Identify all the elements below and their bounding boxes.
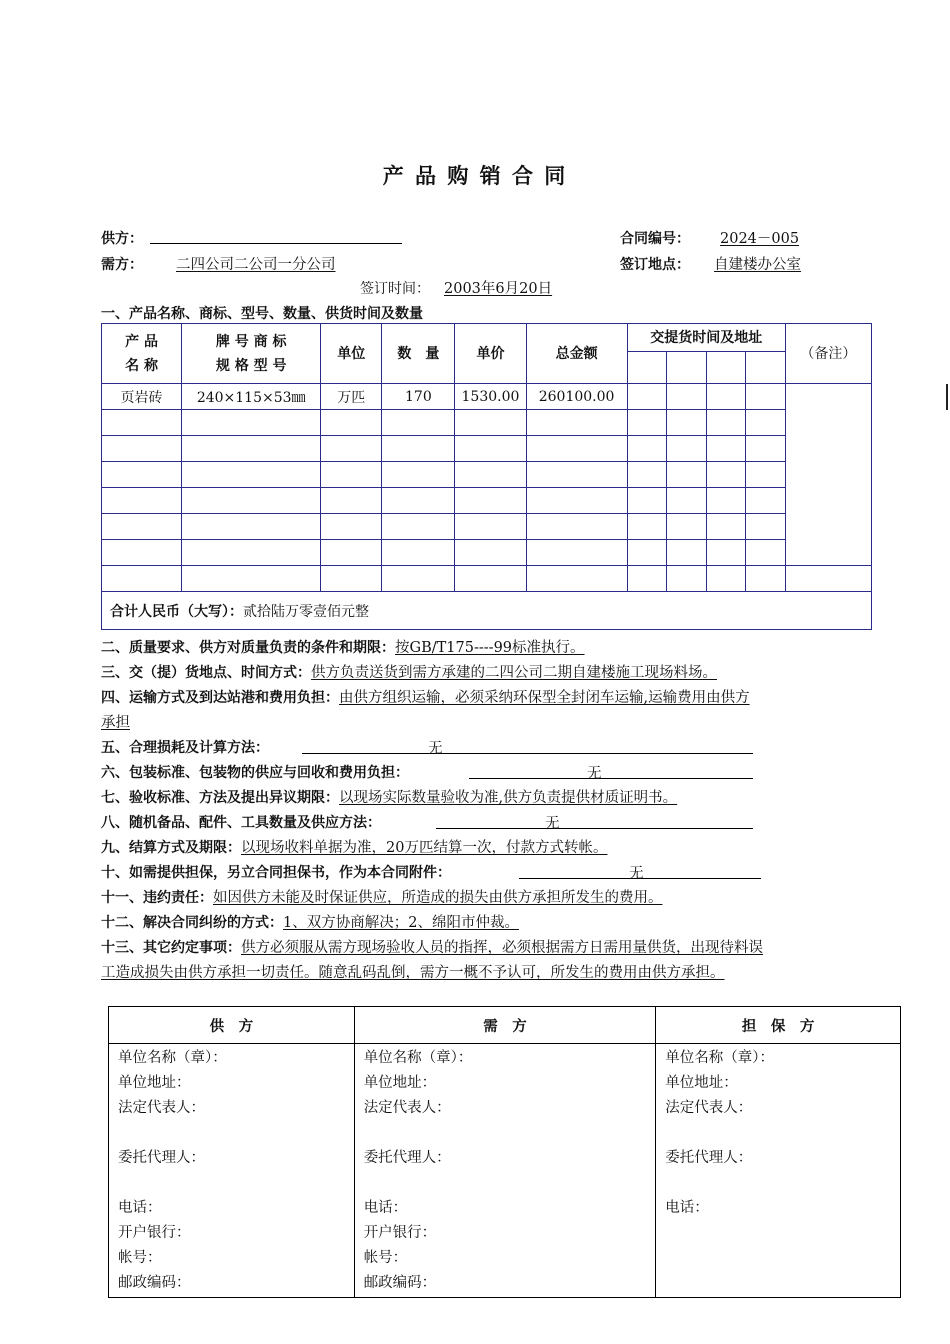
table-row	[102, 462, 872, 488]
clause-value-cont: 承担	[101, 715, 130, 731]
row-cell	[745, 384, 785, 410]
row-total: 260100.00	[526, 384, 627, 410]
clause-4-cont	[101, 711, 881, 736]
clause-value: 以现场收料单据为准，20万匹结算一次，付款方式转帐。	[241, 840, 608, 856]
row-cell	[666, 384, 706, 410]
sign-time-label: 签订时间：	[360, 281, 430, 297]
total-cell	[102, 592, 872, 630]
contract-no-value: 2024－005	[720, 231, 800, 247]
unit-address-label: 单位地址：	[665, 1075, 738, 1091]
buyer-value: 二四公司二公司一分公司	[176, 257, 336, 273]
table-row	[102, 436, 872, 462]
row-price: 1530.00	[455, 384, 526, 410]
agent-label: 委托代理人：	[363, 1150, 451, 1166]
delivery-subcell	[745, 352, 785, 384]
clause-13	[101, 936, 881, 961]
signature-table	[108, 1006, 901, 1298]
table-row	[102, 540, 872, 566]
phone-label: 电话：	[118, 1200, 162, 1216]
col-supplier-header: 供 方	[109, 1007, 355, 1044]
clause-12	[101, 911, 881, 936]
header-spec	[182, 324, 321, 384]
clause-value: 如因供方未能及时保证供应，所造成的损失由供方承担所发生的费用。	[213, 890, 663, 906]
clause-2	[101, 636, 881, 661]
clause-label: 十二、解决合同纠纷的方式：	[101, 915, 283, 931]
delivery-subcell	[666, 352, 706, 384]
row-unit: 万匹	[321, 384, 382, 410]
clause-label: 八、随机备品、配件、工具数量及供应方法：	[101, 815, 381, 831]
header-remark: （备注）	[785, 324, 871, 384]
buyer-info	[354, 1044, 656, 1298]
clause-label: 二、质量要求、供方对质量负责的条件和期限：	[101, 640, 395, 656]
clause-5	[101, 736, 881, 761]
delivery-subcell	[627, 352, 666, 384]
table-row	[102, 488, 872, 514]
clause-6-line	[469, 778, 753, 779]
header-total: 总金额	[526, 324, 627, 384]
total-row	[102, 592, 872, 630]
col-buyer-header: 需 方	[354, 1007, 656, 1044]
col-guarantor-header: 担 保 方	[656, 1007, 901, 1044]
clause-value: 由供方组织运输，必须采纳环保型全封闭车运输,运输费用由供方	[339, 690, 750, 706]
clause-10-value: 无	[629, 866, 644, 882]
edge-marker	[946, 384, 948, 410]
unit-address-label: 单位地址：	[363, 1075, 437, 1091]
section1-title: 一、产品名称、商标、型号、数量、供货时间及数量	[101, 306, 423, 322]
contract-title: 产 品 购 销 合 同	[382, 164, 568, 188]
header-delivery: 交提货时间及地址	[627, 324, 785, 352]
buyer-label: 需方：	[101, 257, 143, 273]
clause-label: 十三、其它约定事项：	[101, 940, 241, 956]
clause-value: 供方必须服从需方现场验收人员的指挥，必须根据需方日需用量供货，出现待料误	[241, 940, 763, 956]
clause-value-cont: 工造成损失由供方承担一切责任。随意乱码乱倒，需方一概不予认可，所发生的费用由供方承担。	[101, 965, 725, 981]
postcode-label: 邮政编码：	[118, 1275, 191, 1291]
clause-value: 供方负责送货到需方承建的二四公司二期自建楼施工现场料场。	[311, 665, 717, 681]
clause-label: 七、验收标准、方法及提出异议期限：	[101, 790, 339, 806]
header-name-line2: 名 称	[125, 357, 158, 374]
legal-rep-label: 法定代表人：	[363, 1100, 451, 1116]
clause-label: 九、结算方式及期限：	[101, 840, 241, 856]
clause-label: 十、如需提供担保，另立合同担保书，作为本合同附件：	[101, 865, 451, 881]
row-cell	[706, 384, 745, 410]
clause-13-cont	[101, 961, 881, 986]
clause-value: 按GB/T175----99标准执行。	[395, 640, 585, 656]
clause-6	[101, 761, 881, 786]
header-unit: 单位	[321, 324, 382, 384]
unit-address-label: 单位地址：	[118, 1075, 191, 1091]
supplier-label: 供方：	[101, 231, 143, 247]
legal-rep-label: 法定代表人：	[118, 1100, 205, 1116]
postcode-label: 邮政编码：	[363, 1275, 437, 1291]
clause-3	[101, 661, 881, 686]
row-qty: 170	[382, 384, 455, 410]
clause-7	[101, 786, 881, 811]
table-row	[102, 410, 872, 436]
header-price: 单价	[455, 324, 526, 384]
clause-value: 1、双方协商解决；2、绵阳市仲裁。	[283, 915, 519, 931]
table-row	[102, 384, 872, 410]
phone-label: 电话：	[363, 1200, 408, 1216]
table-row	[102, 514, 872, 540]
unit-name-label: 单位名称（章）：	[665, 1050, 775, 1066]
clause-label: 十一、违约责任：	[101, 890, 213, 906]
clause-4	[101, 686, 881, 711]
delivery-subcell	[706, 352, 745, 384]
bank-label: 开户银行：	[118, 1225, 191, 1241]
sign-place-value: 自建楼办公室	[714, 257, 801, 273]
sign-time-value: 2003年6月20日	[444, 281, 553, 297]
remark-cell	[785, 384, 871, 566]
clause-label: 三、交（提）货地点、时间方式：	[101, 665, 311, 681]
clause-8	[101, 811, 881, 836]
clause-10	[101, 861, 881, 886]
clause-value: 以现场实际数量验收为准,供方负责提供材质证明书。	[339, 790, 678, 806]
header-spec-line1: 牌 号 商 标	[215, 333, 287, 350]
sign-place-label: 签订地点：	[620, 257, 690, 273]
clause-8-value: 无	[545, 816, 560, 832]
clause-5-value: 无	[428, 741, 443, 757]
total-label: 合计人民币（大写）：	[110, 603, 243, 620]
row-cell	[627, 384, 666, 410]
row-name: 页岩砖	[102, 384, 182, 410]
contract-no-label: 合同编号：	[620, 231, 690, 247]
supplier-info	[109, 1044, 355, 1298]
header-name-line1: 产 品	[125, 333, 158, 350]
table-row	[102, 566, 872, 592]
total-value: 贰拾陆万零壹佰元整	[243, 603, 369, 620]
row-spec: 240×115×53㎜	[182, 384, 321, 410]
header-qty: 数 量	[382, 324, 455, 384]
agent-label: 委托代理人：	[665, 1150, 753, 1166]
clause-label: 五、合理损耗及计算方法：	[101, 740, 269, 756]
agent-label: 委托代理人：	[118, 1150, 205, 1166]
guarantor-info	[656, 1044, 901, 1298]
clause-6-value: 无	[587, 766, 602, 782]
header-spec-line2: 规 格 型 号	[215, 357, 287, 374]
clause-11	[101, 886, 881, 911]
bank-label: 开户银行：	[363, 1225, 437, 1241]
clause-label: 四、运输方式及到达站港和费用负担：	[101, 690, 339, 706]
items-table	[101, 323, 872, 630]
legal-rep-label: 法定代表人：	[665, 1100, 753, 1116]
header-product-name	[102, 324, 182, 384]
clause-8-line	[436, 828, 753, 829]
unit-name-label: 单位名称（章）：	[118, 1050, 227, 1066]
unit-name-label: 单位名称（章）：	[363, 1050, 473, 1066]
supplier-value-line	[150, 243, 402, 244]
phone-label: 电话：	[665, 1200, 709, 1216]
clause-label: 六、包装标准、包装物的供应与回收和费用负担：	[101, 765, 409, 781]
clause-9	[101, 836, 881, 861]
clause-5-line	[302, 753, 753, 754]
account-label: 帐号：	[118, 1250, 162, 1266]
account-label: 帐号：	[363, 1250, 408, 1266]
